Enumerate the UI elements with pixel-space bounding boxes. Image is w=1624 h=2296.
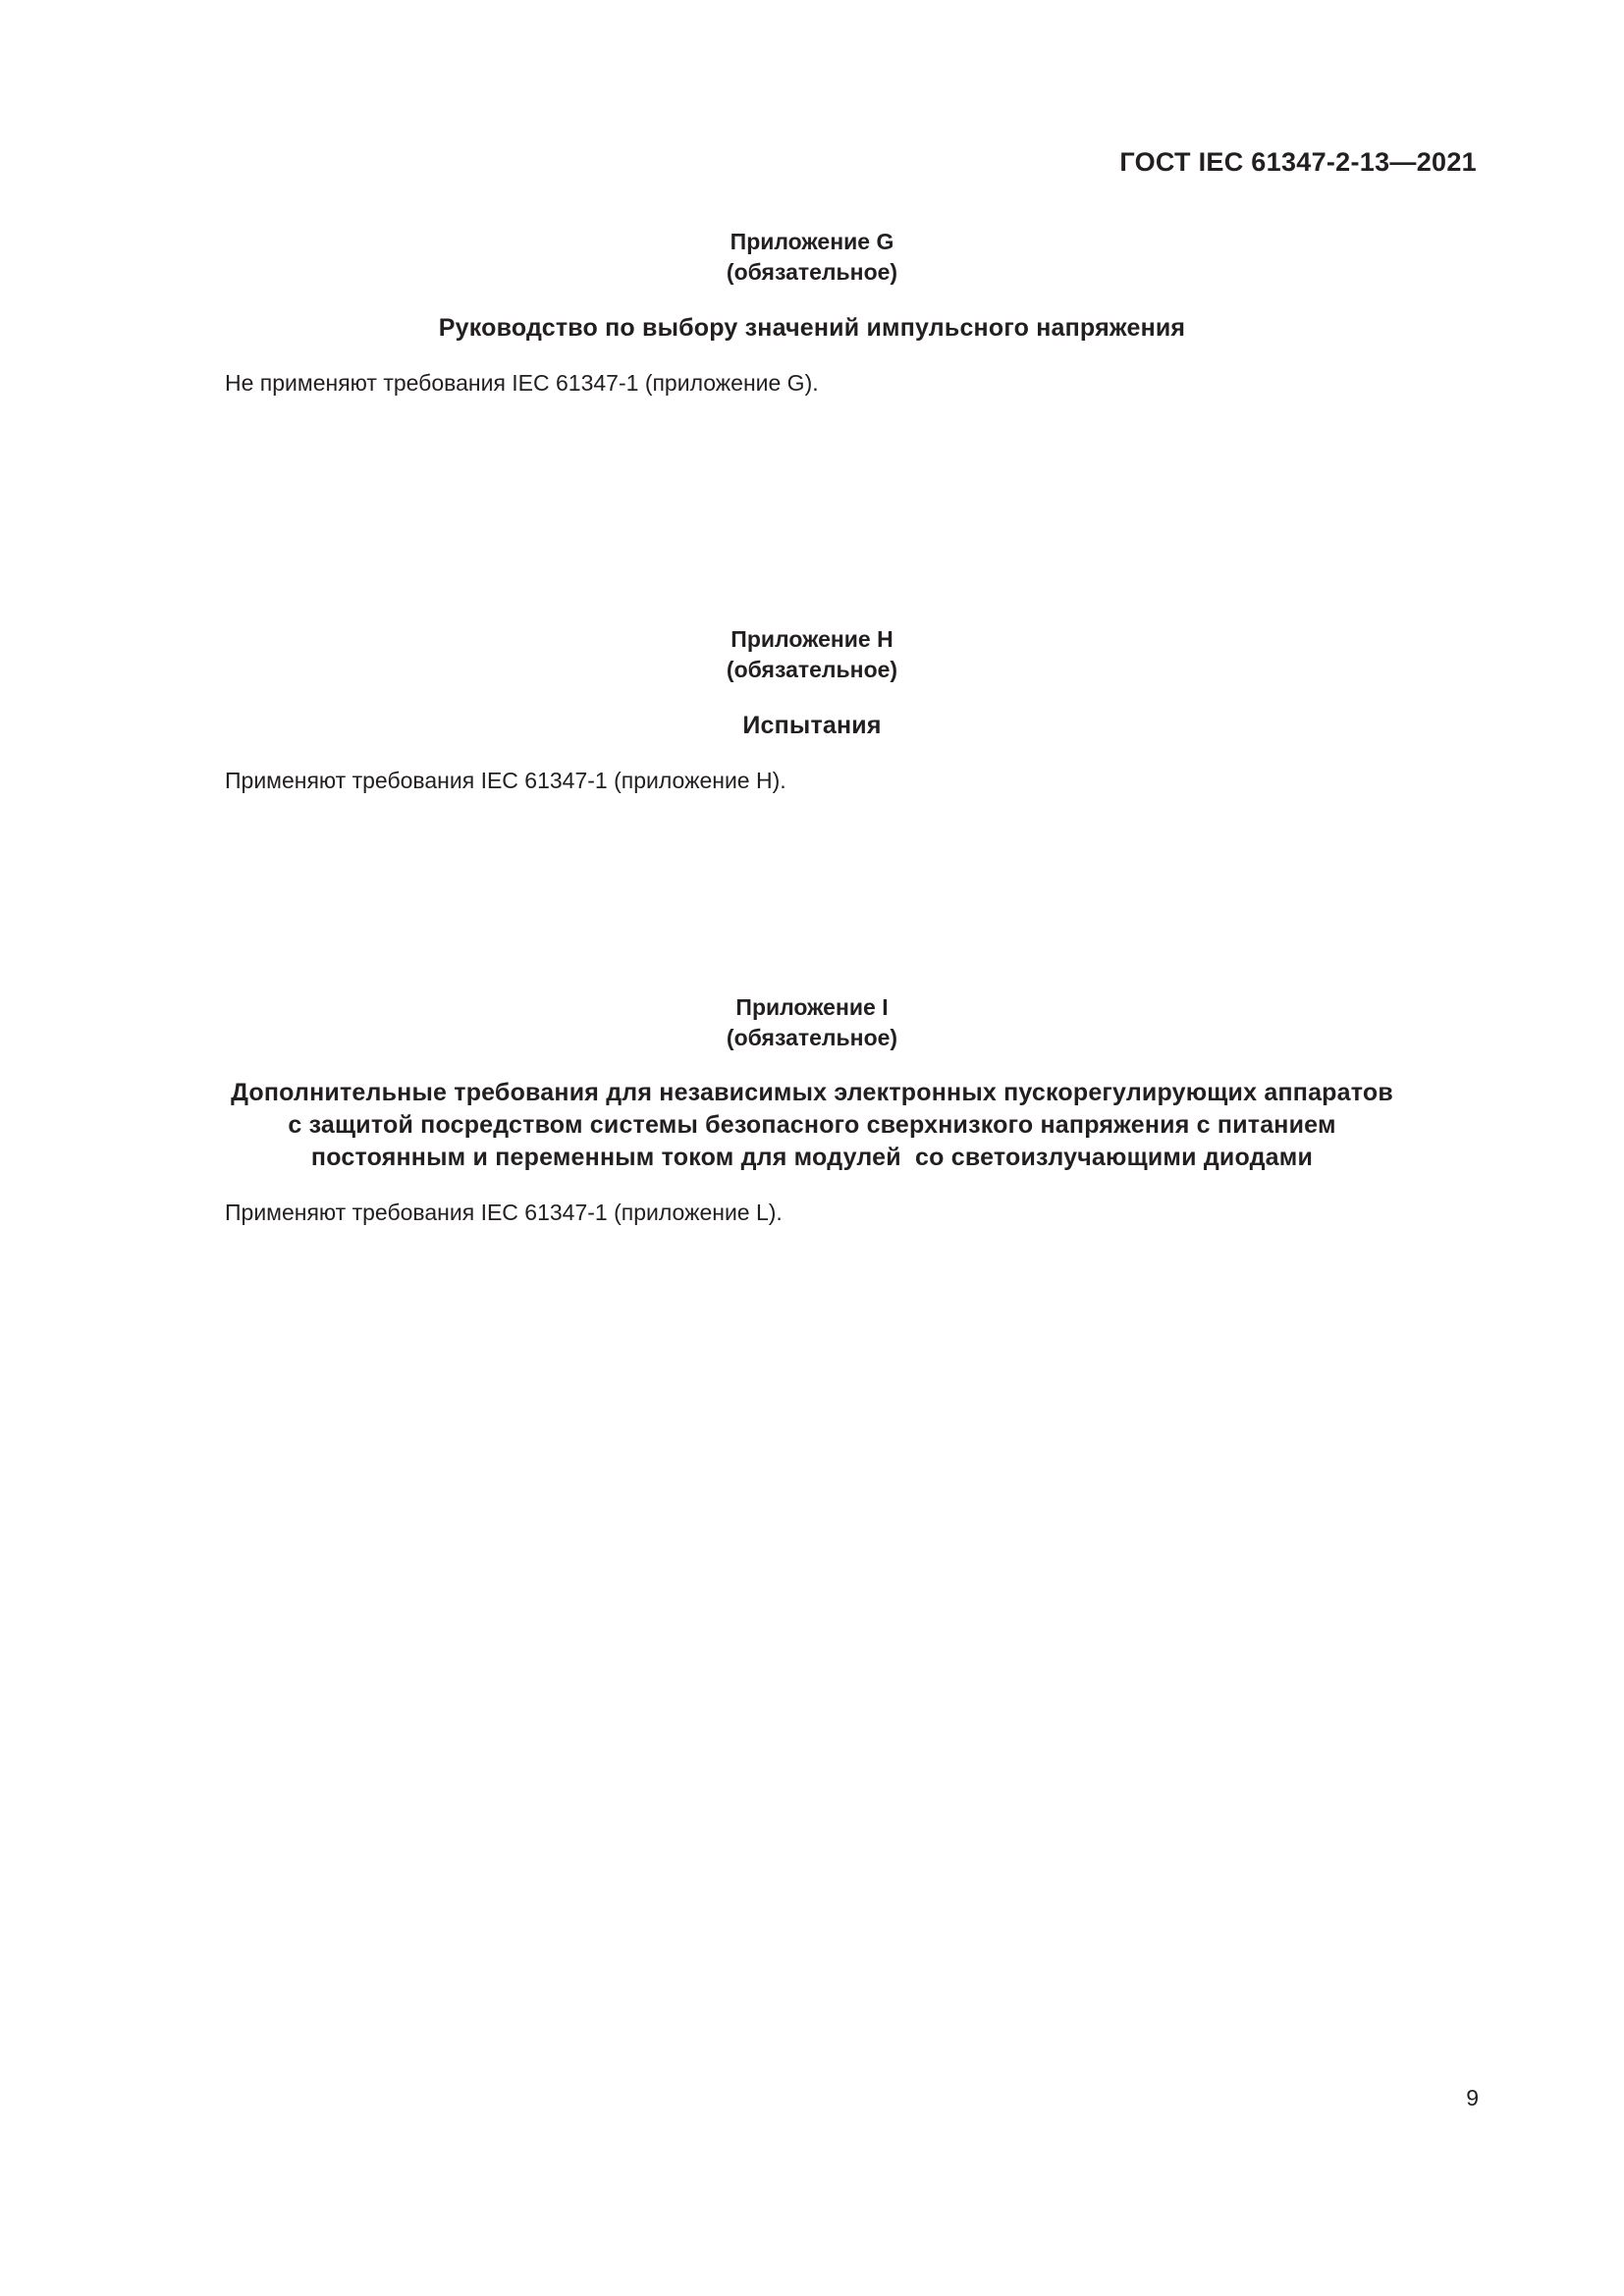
- annex-status: (обязательное): [726, 259, 898, 285]
- annex-title: [0, 1077, 1624, 1174]
- annex-label: Приложение I: [735, 994, 889, 1020]
- annex-label: Приложение H: [731, 626, 893, 652]
- annex-status: (обязательное): [726, 1025, 898, 1050]
- annex-label: Приложение G: [730, 229, 894, 254]
- annex-body-text: Применяют требования IEC 61347-1 (приложение L).: [225, 1200, 783, 1225]
- annex-g-section: [0, 227, 1624, 399]
- annex-title: [0, 312, 1624, 345]
- annex-body-text: Применяют требования IEC 61347-1 (приложение H).: [225, 768, 786, 793]
- annex-status: (обязательное): [726, 657, 898, 682]
- page-number: 9: [1466, 2085, 1479, 2110]
- annex-i-section: [0, 992, 1624, 1228]
- annex-title-line: Испытания: [742, 712, 882, 739]
- annex-title-line: Руководство по выбору значений импульсного напряжения: [438, 314, 1186, 342]
- annex-title-line: постоянным и переменным током для модулей со светоизлучающими диодами: [310, 1144, 1314, 1171]
- annex-title-line: с защитой посредством системы безопасного сверхнизкого напряжения с питанием: [288, 1111, 1336, 1139]
- annex-title-line: Дополнительные требования для независимых электронных пускорегулирующих аппаратов: [231, 1079, 1393, 1106]
- annex-h-section: [0, 624, 1624, 796]
- annex-title: [0, 710, 1624, 742]
- annex-body-text: Не применяют требования IEC 61347-1 (приложение G).: [225, 370, 819, 396]
- document-standard-id: ГОСТ IEC 61347-2-13—2021: [1119, 147, 1477, 177]
